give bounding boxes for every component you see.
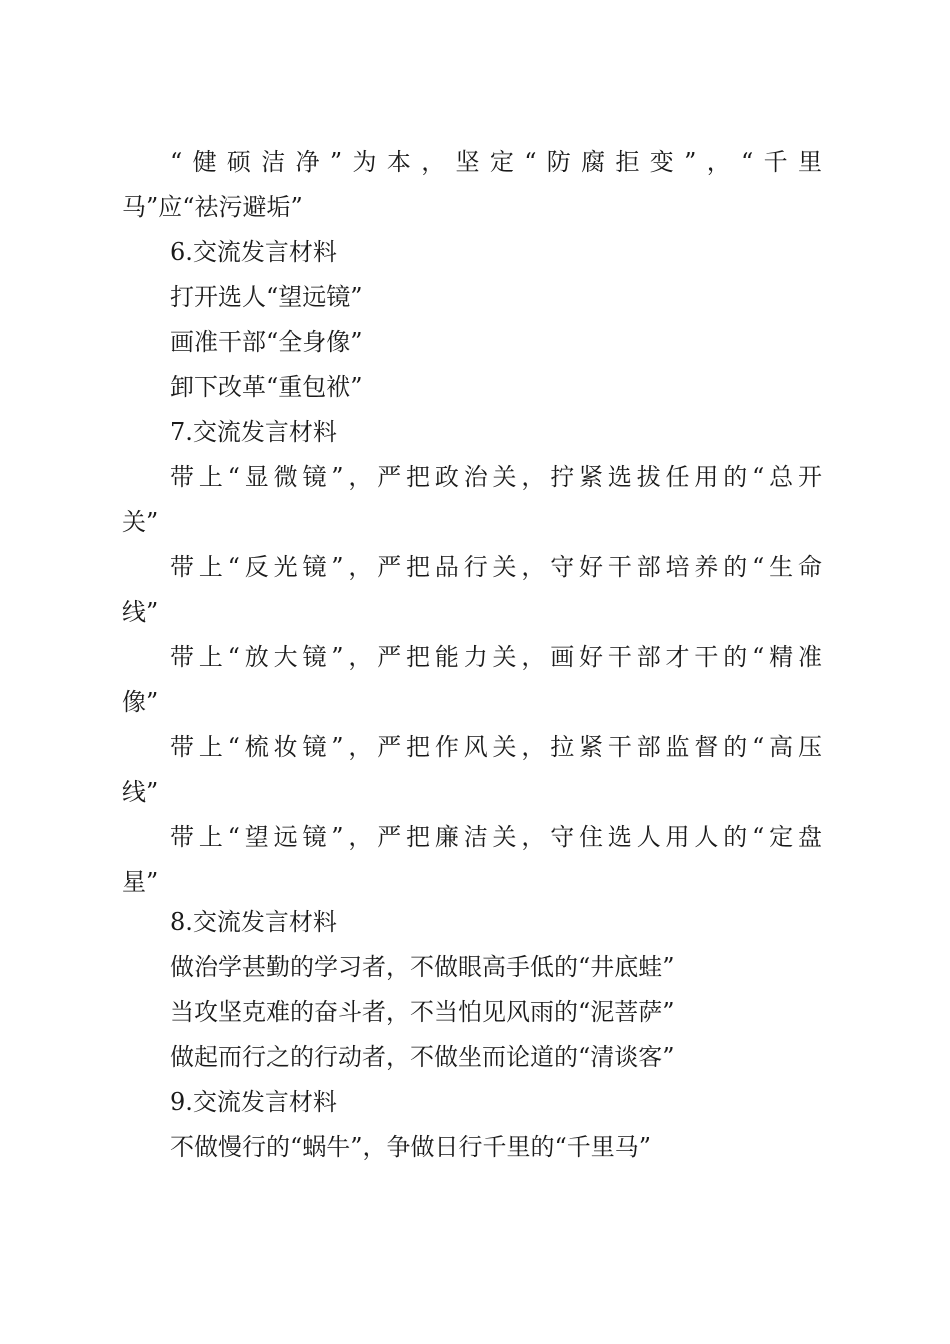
paragraph-line: 星”: [122, 868, 159, 896]
paragraph-line: 卸下改革“重包袱”: [170, 373, 363, 401]
section-heading-6: 6.交流发言材料: [170, 238, 337, 266]
paragraph-line: 马”应“祛污避垢”: [122, 193, 303, 221]
paragraph-line: 带上“梳妆镜”，严把作风关，拉紧干部监督的“高压: [170, 733, 822, 761]
paragraph-line: 带上“反光镜”，严把品行关，守好干部培养的“生命: [170, 553, 822, 581]
paragraph-line: 线”: [122, 778, 159, 806]
paragraph-line: “健硕洁净”为本，坚定“防腐拒变”，“千里: [170, 148, 822, 176]
paragraph-line: 做起而行之的行动者，不做坐而论道的“清谈客”: [170, 1043, 675, 1071]
paragraph-line: 打开选人“望远镜”: [170, 283, 363, 311]
paragraph-line: 像”: [122, 688, 159, 716]
paragraph-line: 带上“望远镜”，严把廉洁关，守住选人用人的“定盘: [170, 823, 822, 851]
paragraph-line: 画准干部“全身像”: [170, 328, 363, 356]
section-heading-9: 9.交流发言材料: [170, 1088, 337, 1116]
section-heading-8: 8.交流发言材料: [170, 908, 337, 936]
paragraph-line: 不做慢行的“蜗牛”，争做日行千里的“千里马”: [170, 1133, 652, 1161]
paragraph-line: 做治学甚勤的学习者，不做眼高手低的“井底蛙”: [170, 953, 675, 981]
paragraph-line: 当攻坚克难的奋斗者，不当怕见风雨的“泥菩萨”: [170, 998, 675, 1026]
paragraph-line: 线”: [122, 598, 159, 626]
paragraph-line: 带上“放大镜”，严把能力关，画好干部才干的“精准: [170, 643, 822, 671]
section-heading-7: 7.交流发言材料: [170, 418, 337, 446]
paragraph-line: 带上“显微镜”，严把政治关，拧紧选拔任用的“总开: [170, 463, 822, 491]
paragraph-line: 关”: [122, 508, 159, 536]
